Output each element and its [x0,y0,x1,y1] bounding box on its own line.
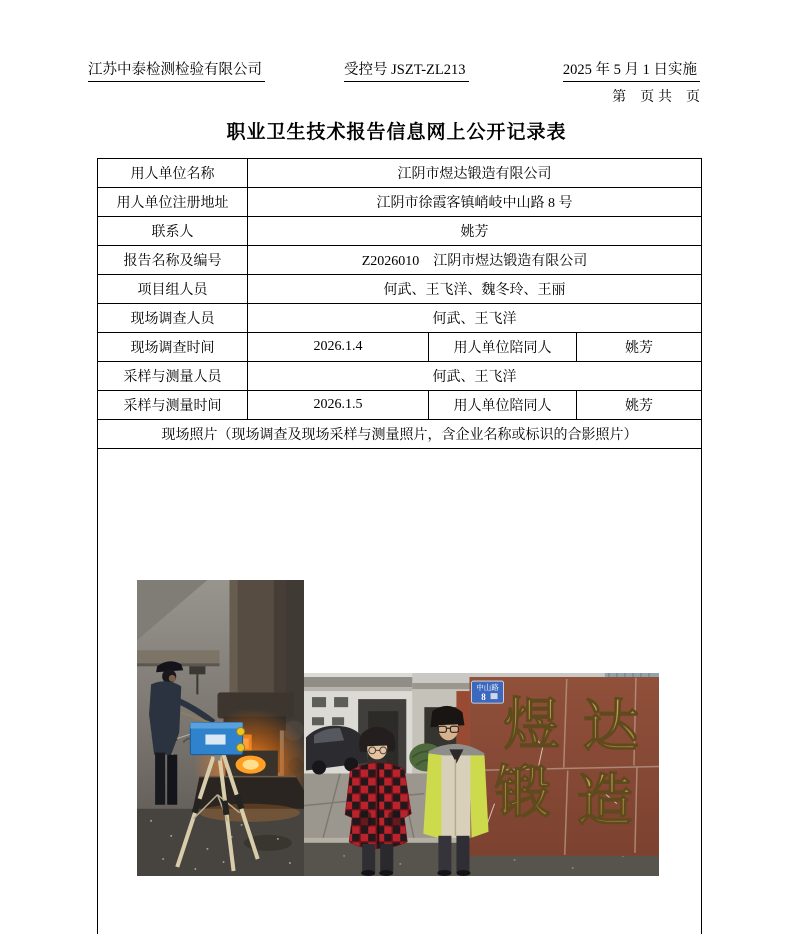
table-row [98,246,702,275]
companion-label: 用人单位陪同人 [429,391,577,420]
header-company: 江苏中泰检测检验有限公司 [88,58,265,82]
table-row [98,333,702,362]
table-row [98,304,702,333]
photos-area [100,482,699,915]
companion-name: 姚芳 [577,333,702,362]
record-table [97,158,702,934]
field-label: 现场调查人员 [98,304,248,333]
field-value: 何武、王飞洋、魏冬玲、王丽 [248,275,702,304]
table-row [98,159,702,188]
factory-gate-illustration [304,673,659,876]
field-value: 2026.1.5 [248,391,429,420]
field-value: 何武、王飞洋 [248,304,702,333]
field-label: 采样与测量时间 [98,391,248,420]
field-value: 2026.1.4 [248,333,429,362]
wall-character-yu: 煜 [503,694,560,757]
page-title: 职业卫生技术报告信息网上公开记录表 [226,122,567,143]
table-row [98,217,702,246]
wall-character-duan: 锻 [494,762,551,825]
companion-name: 姚芳 [577,391,702,420]
factory-gate-photo [304,641,659,844]
field-label: 报告名称及编号 [98,246,248,275]
field-value: 江阴市煜达锻造有限公司 [248,159,702,188]
field-label: 现场调查时间 [98,333,248,362]
field-label: 联系人 [98,217,248,246]
photos-cell [98,449,702,934]
table-row [98,391,702,420]
header-page-numbers: 第 页 共 页 [612,88,700,104]
field-value: 姚芳 [248,217,702,246]
street-sign-road-name: 中山路 [476,683,499,693]
wall-character-zao: 造 [576,770,633,833]
field-label: 用人单位注册地址 [98,188,248,217]
field-value: 江阴市徐霞客镇峭岐中山路 8 号 [248,188,702,217]
forging-workshop-illustration [137,580,304,876]
table-row [98,188,702,217]
forging-workshop-photo [137,548,304,844]
table-row [98,449,702,934]
document-header [88,58,700,80]
field-label: 项目组人员 [98,275,248,304]
table-row [98,275,702,304]
header-implement-date: 2025 年 5 月 1 日实施 [563,58,700,82]
field-value: Z2026010 江阴市煜达锻造有限公司 [248,246,702,275]
field-label: 用人单位名称 [98,159,248,188]
photos-caption: 现场照片（现场调查及现场采样与测量照片，含企业名称或标识的合影照片） [98,420,702,449]
wall-character-da: 达 [582,696,639,759]
table-row [98,362,702,391]
street-sign-number: 8 [481,692,486,703]
field-label: 采样与测量人员 [98,362,248,391]
companion-label: 用人单位陪同人 [429,333,577,362]
field-value: 何武、王飞洋 [248,362,702,391]
table-row [98,420,702,449]
header-control-number: 受控号 JSZT-ZL213 [344,58,469,82]
